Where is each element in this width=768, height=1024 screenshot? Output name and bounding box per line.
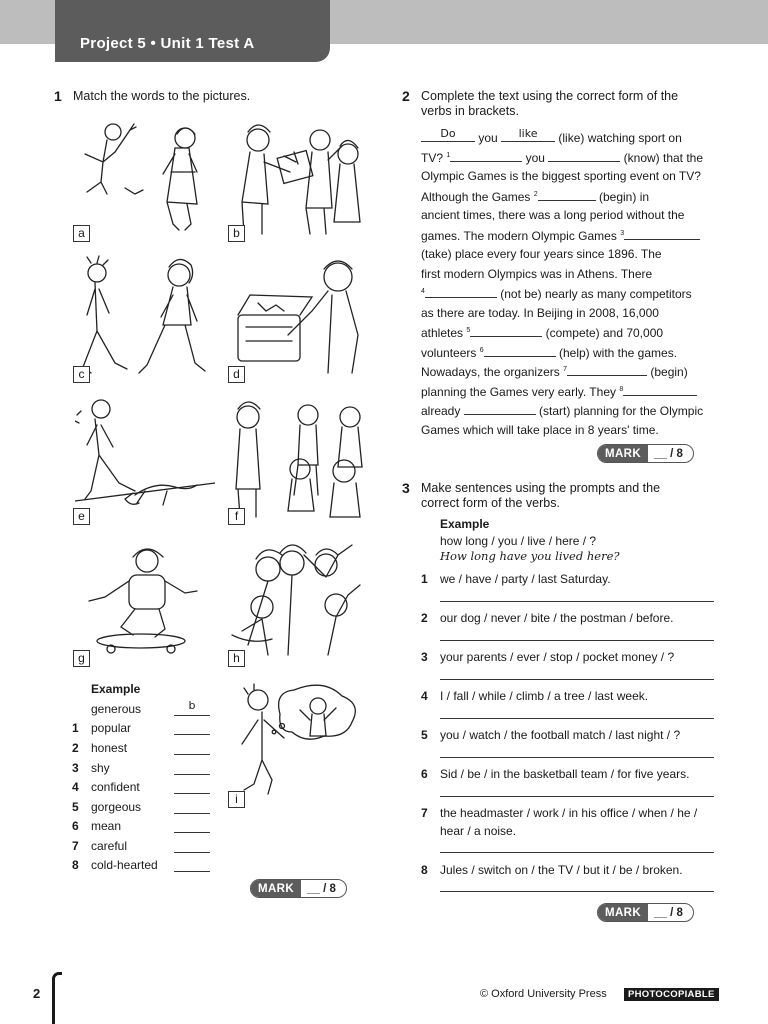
gap-number: 2 bbox=[533, 191, 538, 198]
passage-line-12 bbox=[421, 345, 677, 361]
passage-text: athletes bbox=[421, 326, 464, 340]
answer-line[interactable] bbox=[174, 774, 210, 775]
copyright-text: © Oxford University Press bbox=[480, 988, 607, 1000]
passage-line-15 bbox=[421, 403, 703, 419]
picture-label-h: h bbox=[228, 650, 245, 667]
q3-item-5-answer-line[interactable] bbox=[440, 757, 714, 758]
q3-item-8-prompt: Jules / switch on / the TV / but it / be / broken. bbox=[440, 863, 683, 877]
item-word: shy bbox=[91, 761, 110, 775]
item-number: 2 bbox=[72, 741, 79, 755]
q3-item-4-answer-line[interactable] bbox=[440, 718, 714, 719]
mark-score: __ / 8 bbox=[307, 883, 336, 895]
picture-label-g: g bbox=[73, 650, 90, 667]
q3-item-number: 3 bbox=[421, 650, 428, 664]
item-word: confident bbox=[91, 780, 140, 794]
q3-item-2-prompt: our dog / never / bite / the postman / before. bbox=[440, 611, 674, 625]
item-word: careful bbox=[91, 839, 128, 853]
answer-line[interactable] bbox=[174, 813, 210, 814]
answer-line[interactable] bbox=[174, 852, 210, 853]
q3-example-heading: Example bbox=[440, 517, 490, 531]
q3-example-answer: How long have you lived here? bbox=[440, 549, 620, 563]
q2-number: 2 bbox=[402, 88, 410, 104]
photocopiable-badge: PHOTOCOPIABLE bbox=[624, 988, 719, 1001]
item-number: 6 bbox=[72, 819, 79, 833]
passage-text: Nowadays, the organizers bbox=[421, 365, 560, 379]
gap-number: 8 bbox=[619, 386, 624, 393]
q3-item-7-prompt-cont: hear / a noise. bbox=[440, 824, 517, 838]
q1-mark-box bbox=[250, 879, 347, 898]
q3-example-prompt: how long / you / live / here / ? bbox=[440, 534, 597, 548]
passage-line-6 bbox=[421, 228, 700, 244]
passage-text: Although the Games bbox=[421, 190, 531, 204]
picture-label-i: i bbox=[228, 791, 245, 808]
gap-blank[interactable] bbox=[548, 150, 620, 162]
gap-number: 5 bbox=[466, 327, 471, 334]
q1-item-1 bbox=[72, 721, 222, 737]
picture-e-illustration bbox=[75, 395, 215, 523]
q3-item-3-answer-line[interactable] bbox=[440, 679, 714, 680]
gap-blank[interactable] bbox=[464, 403, 536, 415]
q1-example-heading: Example bbox=[91, 682, 141, 696]
gap-number: 3 bbox=[620, 230, 625, 237]
item-word: honest bbox=[91, 741, 128, 755]
answer-line[interactable] bbox=[174, 754, 210, 755]
picture-b-illustration bbox=[228, 112, 368, 240]
passage-text: (know) that the bbox=[623, 151, 704, 165]
q3-mark-box bbox=[597, 903, 694, 922]
picture-f-illustration bbox=[228, 395, 368, 523]
gap-blank[interactable] bbox=[425, 286, 497, 298]
passage-text: (begin) bbox=[650, 365, 688, 379]
item-number: 3 bbox=[72, 761, 79, 775]
picture-label-a: a bbox=[73, 225, 90, 242]
q2-instruction-line1: Complete the text using the correct form of the bbox=[421, 89, 679, 103]
item-number: 1 bbox=[72, 721, 79, 735]
mark-label: MARK bbox=[598, 445, 648, 462]
q1-item-3 bbox=[72, 761, 222, 777]
page-bracket bbox=[52, 972, 62, 1024]
q1-example-answer: b bbox=[188, 699, 196, 712]
q1-example-row bbox=[72, 699, 222, 718]
q3-item-number: 1 bbox=[421, 572, 428, 586]
picture-label-c: c bbox=[73, 366, 90, 383]
picture-g-illustration bbox=[75, 535, 215, 663]
example-answer-like: like bbox=[518, 127, 538, 140]
page-number: 2 bbox=[33, 986, 41, 1001]
q3-item-3-prompt: your parents / ever / stop / pocket money / ? bbox=[440, 650, 675, 664]
passage-text: you bbox=[525, 151, 545, 165]
q1-instruction: Match the words to the pictures. bbox=[73, 89, 251, 103]
passage-line-9 bbox=[421, 286, 692, 302]
gap-blank[interactable] bbox=[470, 325, 542, 337]
item-word: gorgeous bbox=[91, 800, 142, 814]
passage-text: volunteers bbox=[421, 346, 477, 360]
q3-item-7-prompt: the headmaster / work / in his office / when / he / bbox=[440, 806, 698, 820]
answer-line[interactable] bbox=[174, 871, 210, 872]
passage-line-2 bbox=[421, 150, 703, 166]
q1-number: 1 bbox=[54, 88, 62, 104]
passage-text: already bbox=[421, 404, 461, 418]
q1-item-6 bbox=[72, 819, 222, 835]
gap-blank[interactable] bbox=[484, 345, 556, 357]
item-word: popular bbox=[91, 721, 132, 735]
q3-item-number: 7 bbox=[421, 806, 428, 820]
example-blank bbox=[421, 127, 475, 142]
picture-i-illustration bbox=[228, 680, 368, 808]
q3-item-number: 4 bbox=[421, 689, 428, 703]
q3-item-2-answer-line[interactable] bbox=[440, 640, 714, 641]
passage-line-3: Olympic Games is the biggest sporting event on TV? bbox=[421, 169, 701, 183]
q1-item-2 bbox=[72, 741, 222, 757]
answer-line[interactable] bbox=[174, 793, 210, 794]
passage-text: TV? bbox=[421, 151, 444, 165]
picture-c-illustration bbox=[75, 255, 215, 383]
gap-blank[interactable] bbox=[538, 189, 596, 201]
picture-label-e: e bbox=[73, 508, 90, 525]
q3-number: 3 bbox=[402, 480, 410, 496]
example-answer-do: Do bbox=[440, 127, 456, 140]
passage-text: you bbox=[478, 131, 498, 145]
passage-text: (start) planning for the Olympic bbox=[539, 404, 704, 418]
q3-item-number: 5 bbox=[421, 728, 428, 742]
picture-label-f: f bbox=[228, 508, 245, 525]
picture-h-illustration bbox=[228, 535, 368, 663]
q3-item-6-answer-line[interactable] bbox=[440, 796, 714, 797]
q3-item-7-answer-line[interactable] bbox=[440, 852, 714, 853]
picture-label-d: d bbox=[228, 366, 245, 383]
q2-instruction-line2: verbs in brackets. bbox=[421, 104, 519, 118]
picture-label-b: b bbox=[228, 225, 245, 242]
item-number: 7 bbox=[72, 839, 79, 853]
item-number: 5 bbox=[72, 800, 79, 814]
item-word: cold-hearted bbox=[91, 858, 158, 872]
passage-text: (compete) and 70,000 bbox=[545, 326, 664, 340]
q1-item-4 bbox=[72, 780, 222, 796]
picture-d-illustration bbox=[228, 255, 368, 383]
q3-item-1-prompt: we / have / party / last Saturday. bbox=[440, 572, 611, 586]
answer-line[interactable] bbox=[174, 734, 210, 735]
q3-instruction-line2: correct form of the verbs. bbox=[421, 496, 560, 510]
gap-blank[interactable] bbox=[567, 364, 647, 376]
mark-label: MARK bbox=[251, 880, 301, 897]
passage-text: (like) watching sport on bbox=[558, 131, 682, 145]
passage-text: (help) with the games. bbox=[558, 346, 678, 360]
q3-item-number: 2 bbox=[421, 611, 428, 625]
q3-item-number: 6 bbox=[421, 767, 428, 781]
passage-line-4 bbox=[421, 189, 649, 205]
mark-label: MARK bbox=[598, 904, 648, 921]
gap-number: 6 bbox=[479, 347, 484, 354]
passage-text: games. The modern Olympic Games bbox=[421, 229, 617, 243]
mark-score: __ / 8 bbox=[654, 448, 683, 460]
passage-line-1 bbox=[421, 127, 682, 146]
passage-text: (begin) in bbox=[599, 190, 650, 204]
picture-a-illustration bbox=[75, 112, 215, 240]
item-number: 8 bbox=[72, 858, 79, 872]
q3-instruction-line1: Make sentences using the prompts and the bbox=[421, 481, 661, 495]
passage-line-14 bbox=[421, 384, 697, 400]
title-tab bbox=[55, 0, 330, 62]
gap-blank[interactable] bbox=[623, 384, 697, 396]
gap-blank[interactable] bbox=[624, 228, 700, 240]
passage-line-13 bbox=[421, 364, 688, 380]
passage-line-8: first modern Olympics was in Athens. There bbox=[421, 267, 653, 281]
passage-line-7: (take) place every four years since 1896. The bbox=[421, 247, 662, 261]
q3-item-5-prompt: you / watch / the football match / last night / ? bbox=[440, 728, 681, 742]
passage-text: planning the Games very early. They bbox=[421, 385, 616, 399]
passage-line-5: ancient times, there was a long period without the bbox=[421, 208, 685, 222]
q1-item-5 bbox=[72, 800, 222, 816]
gap-blank[interactable] bbox=[450, 150, 522, 162]
item-number: 4 bbox=[72, 780, 79, 794]
q3-item-8-answer-line[interactable] bbox=[440, 891, 714, 892]
q2-mark-box bbox=[597, 444, 694, 463]
q1-item-8 bbox=[72, 858, 222, 874]
gap-number: 7 bbox=[563, 366, 567, 373]
q1-example-word: generous bbox=[91, 702, 142, 716]
passage-line-10: as there are today. In Beijing in 2008, 16,000 bbox=[421, 306, 659, 320]
q3-item-4-prompt: I / fall / while / climb / a tree / last week. bbox=[440, 689, 649, 703]
gap-number: 4 bbox=[421, 288, 425, 295]
answer-line[interactable] bbox=[174, 832, 210, 833]
q3-item-6-prompt: Sid / be / in the basketball team / for five years. bbox=[440, 767, 690, 781]
mark-score: __ / 8 bbox=[654, 907, 683, 919]
q3-item-number: 8 bbox=[421, 863, 428, 877]
q1-item-7 bbox=[72, 839, 222, 855]
example-blank bbox=[501, 127, 555, 142]
page-title: Project 5 • Unit 1 Test A bbox=[80, 35, 255, 52]
q3-item-1-answer-line[interactable] bbox=[440, 601, 714, 602]
passage-line-16: Games which will take place in 8 years' time. bbox=[421, 423, 659, 437]
passage-line-11 bbox=[421, 325, 663, 341]
answer-line bbox=[174, 715, 210, 716]
gap-number: 1 bbox=[446, 152, 451, 159]
passage-text: (not be) nearly as many competitors bbox=[500, 287, 692, 301]
item-word: mean bbox=[91, 819, 122, 833]
